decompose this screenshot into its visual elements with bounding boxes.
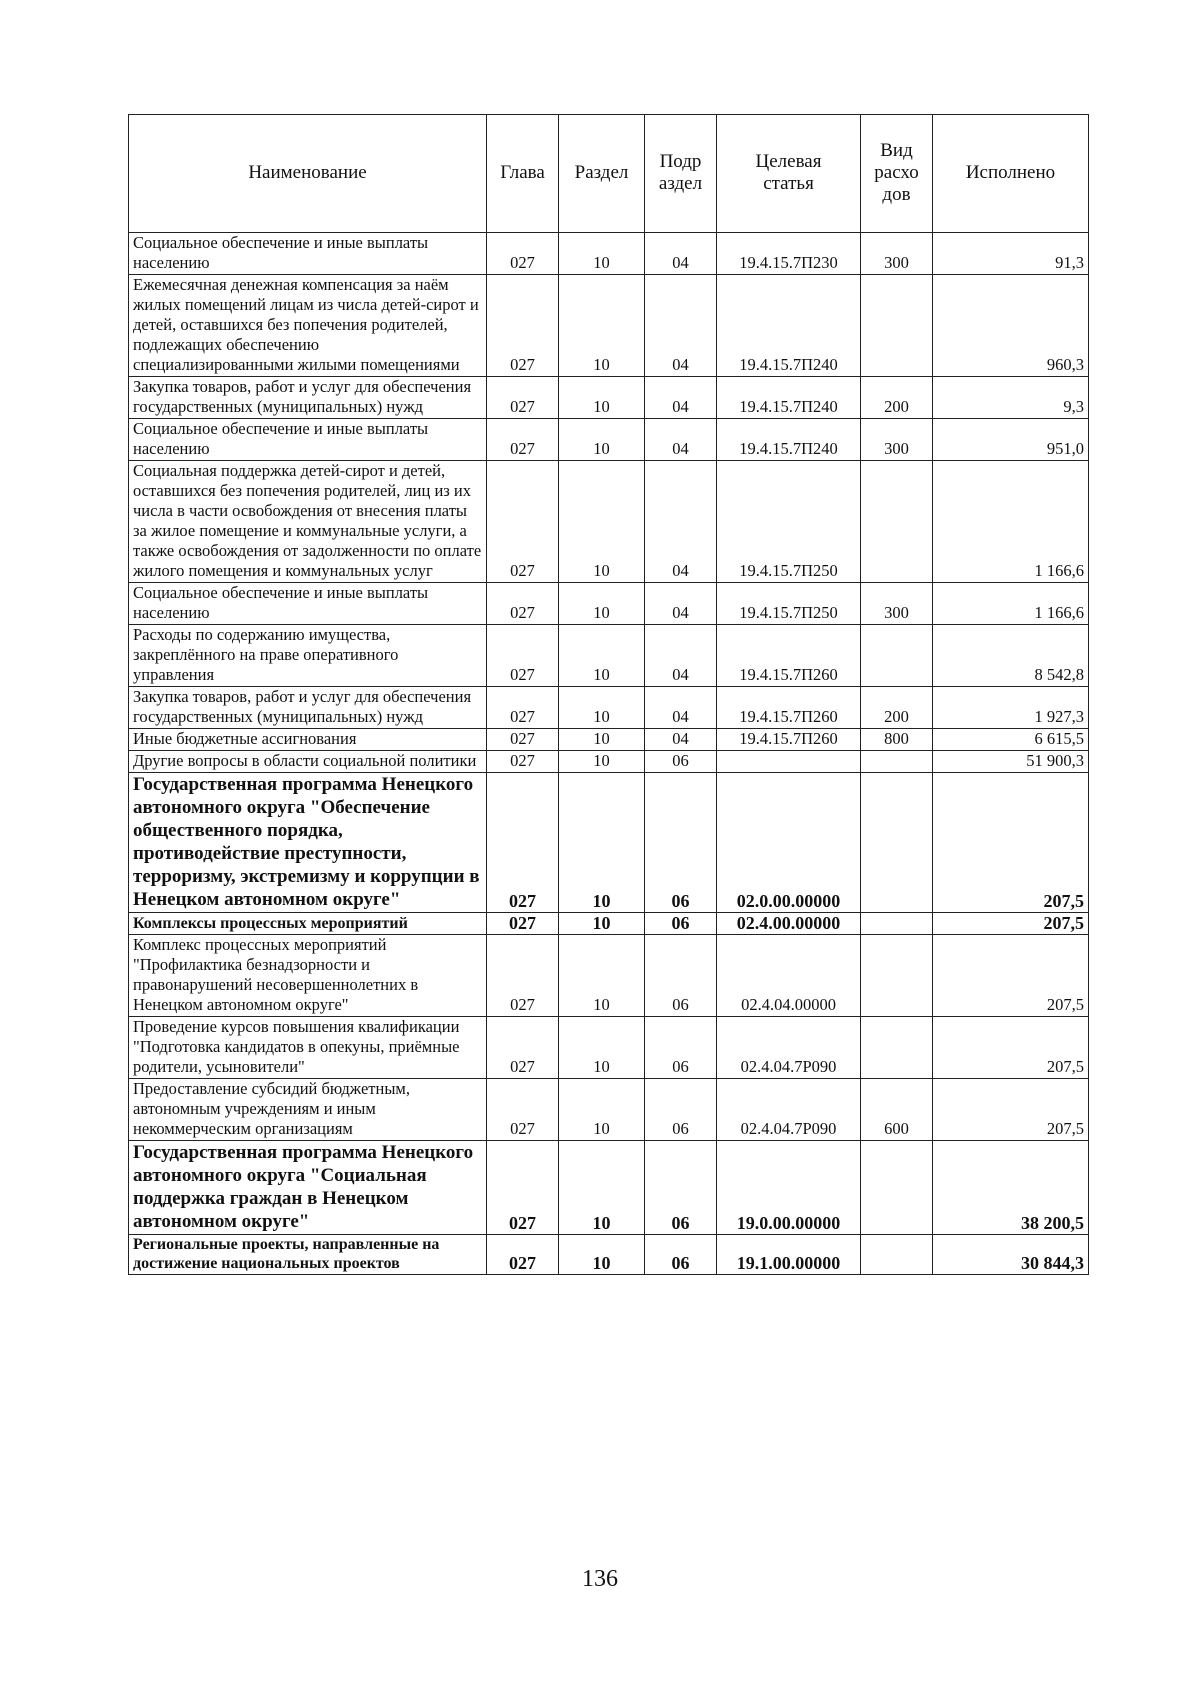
cell-glava: 027 [487, 1079, 559, 1141]
cell-glava: 027 [487, 583, 559, 625]
cell-razdel: 10 [559, 1079, 645, 1141]
cell-glava: 027 [487, 625, 559, 687]
cell-ispolneno: 9,3 [933, 377, 1089, 419]
cell-statya: 19.4.15.7П240 [717, 419, 861, 461]
cell-glava: 027 [487, 1235, 559, 1275]
cell-podrazdel: 06 [645, 913, 717, 935]
cell-podrazdel: 04 [645, 377, 717, 419]
cell-razdel: 10 [559, 687, 645, 729]
cell-glava: 027 [487, 913, 559, 935]
cell-razdel: 10 [559, 1017, 645, 1079]
cell-glava: 027 [487, 461, 559, 583]
cell-statya: 19.4.15.7П240 [717, 377, 861, 419]
budget-table [128, 114, 1089, 1275]
cell-statya [717, 751, 861, 773]
table-row [129, 419, 1089, 461]
cell-ispolneno: 951,0 [933, 419, 1089, 461]
table-row [129, 729, 1089, 751]
cell-ispolneno: 207,5 [933, 1079, 1089, 1141]
cell-vid: 800 [861, 729, 933, 751]
cell-name: Социальная поддержка детей-сирот и детей, оставшихся без попечения родителей, лиц из их числа в части освобождения от внесения платы за жилое помещение и коммунальные услуги, а также освобождения от задолженности по оплате жилого помещения и коммунальных услуг [129, 461, 487, 583]
cell-podrazdel: 06 [645, 1079, 717, 1141]
cell-razdel: 10 [559, 419, 645, 461]
cell-glava: 027 [487, 773, 559, 913]
cell-statya: 02.0.00.00000 [717, 773, 861, 913]
cell-ispolneno: 38 200,5 [933, 1141, 1089, 1235]
table-row [129, 751, 1089, 773]
cell-podrazdel: 06 [645, 1017, 717, 1079]
cell-statya: 02.4.04.7Р090 [717, 1079, 861, 1141]
cell-name: Социальное обеспечение и иные выплаты населению [129, 419, 487, 461]
cell-glava: 027 [487, 687, 559, 729]
header-name: Наименование [129, 115, 487, 233]
cell-vid [861, 1235, 933, 1275]
cell-name: Ежемесячная денежная компенсация за наём жилых помещений лицам из числа детей-сирот и детей, оставшихся без попечения родителей, подлежащих обеспечению специализированными жилыми помещениями [129, 275, 487, 377]
cell-statya: 19.4.15.7П230 [717, 233, 861, 275]
cell-razdel: 10 [559, 751, 645, 773]
cell-podrazdel: 06 [645, 773, 717, 913]
cell-name: Комплекс процессных мероприятий "Профилактика безнадзорности и правонарушений несовершеннолетних в Ненецком автономном округе" [129, 935, 487, 1017]
cell-glava: 027 [487, 1017, 559, 1079]
table-row [129, 687, 1089, 729]
cell-ispolneno: 51 900,3 [933, 751, 1089, 773]
cell-ispolneno: 207,5 [933, 913, 1089, 935]
cell-ispolneno: 207,5 [933, 935, 1089, 1017]
cell-vid: 300 [861, 233, 933, 275]
cell-vid: 300 [861, 419, 933, 461]
table-header-row [129, 115, 1089, 233]
cell-statya: 19.4.15.7П250 [717, 583, 861, 625]
cell-vid: 200 [861, 687, 933, 729]
header-statya: Целевая статья [717, 115, 861, 233]
cell-ispolneno: 6 615,5 [933, 729, 1089, 751]
table-row-program [129, 1141, 1089, 1235]
cell-statya: 19.4.15.7П240 [717, 275, 861, 377]
table-row [129, 461, 1089, 583]
cell-glava: 027 [487, 419, 559, 461]
cell-vid [861, 913, 933, 935]
cell-podrazdel: 04 [645, 729, 717, 751]
cell-vid: 300 [861, 583, 933, 625]
cell-razdel: 10 [559, 233, 645, 275]
table-row-program [129, 773, 1089, 913]
header-glava: Глава [487, 115, 559, 233]
cell-podrazdel: 04 [645, 419, 717, 461]
cell-glava: 027 [487, 935, 559, 1017]
cell-statya: 19.4.15.7П260 [717, 687, 861, 729]
cell-name: Расходы по содержанию имущества, закреплённого на праве оперативного управления [129, 625, 487, 687]
header-podrazdel: Подр аздел [645, 115, 717, 233]
table-row [129, 233, 1089, 275]
cell-name: Предоставление субсидий бюджетным, автономным учреждениям и иным некоммерческим организациям [129, 1079, 487, 1141]
cell-podrazdel: 06 [645, 1235, 717, 1275]
cell-glava: 027 [487, 751, 559, 773]
table-row [129, 1079, 1089, 1141]
cell-statya: 19.4.15.7П260 [717, 729, 861, 751]
cell-vid [861, 773, 933, 913]
cell-podrazdel: 04 [645, 233, 717, 275]
cell-razdel: 10 [559, 773, 645, 913]
cell-razdel: 10 [559, 1235, 645, 1275]
cell-podrazdel: 04 [645, 625, 717, 687]
cell-statya: 02.4.00.00000 [717, 913, 861, 935]
cell-ispolneno: 207,5 [933, 1017, 1089, 1079]
cell-razdel: 10 [559, 461, 645, 583]
cell-name: Другие вопросы в области социальной политики [129, 751, 487, 773]
table-row-complex [129, 913, 1089, 935]
cell-ispolneno: 91,3 [933, 233, 1089, 275]
cell-ispolneno: 207,5 [933, 773, 1089, 913]
cell-statya: 19.1.00.00000 [717, 1235, 861, 1275]
table-row [129, 935, 1089, 1017]
cell-vid [861, 751, 933, 773]
cell-name: Закупка товаров, работ и услуг для обеспечения государственных (муниципальных) нужд [129, 687, 487, 729]
cell-vid [861, 1017, 933, 1079]
cell-statya: 19.0.00.00000 [717, 1141, 861, 1235]
table-row [129, 625, 1089, 687]
cell-razdel: 10 [559, 275, 645, 377]
header-vid: Вид расхо дов [861, 115, 933, 233]
cell-statya: 02.4.04.00000 [717, 935, 861, 1017]
cell-name: Государственная программа Ненецкого автономного округа "Обеспечение общественного порядка, противодействие преступности, терроризму, экстремизму и коррупции в Ненецком автономном округе" [129, 773, 487, 913]
cell-podrazdel: 04 [645, 275, 717, 377]
table-row-regional [129, 1235, 1089, 1275]
cell-glava: 027 [487, 275, 559, 377]
cell-name: Закупка товаров, работ и услуг для обеспечения государственных (муниципальных) нужд [129, 377, 487, 419]
cell-razdel: 10 [559, 1141, 645, 1235]
cell-razdel: 10 [559, 935, 645, 1017]
cell-podrazdel: 06 [645, 751, 717, 773]
table-row [129, 275, 1089, 377]
cell-razdel: 10 [559, 729, 645, 751]
cell-ispolneno: 30 844,3 [933, 1235, 1089, 1275]
cell-podrazdel: 06 [645, 1141, 717, 1235]
table-row [129, 1017, 1089, 1079]
cell-vid [861, 275, 933, 377]
cell-glava: 027 [487, 1141, 559, 1235]
header-ispolneno: Исполнено [933, 115, 1089, 233]
page-number: 136 [582, 1566, 618, 1592]
cell-name: Проведение курсов повышения квалификации "Подготовка кандидатов в опекуны, приёмные родители, усыновители" [129, 1017, 487, 1079]
header-razdel: Раздел [559, 115, 645, 233]
cell-razdel: 10 [559, 625, 645, 687]
cell-vid [861, 1141, 933, 1235]
cell-vid [861, 461, 933, 583]
cell-vid: 200 [861, 377, 933, 419]
table-row [129, 377, 1089, 419]
cell-podrazdel: 04 [645, 687, 717, 729]
cell-ispolneno: 1 166,6 [933, 583, 1089, 625]
table-row [129, 583, 1089, 625]
cell-name: Социальное обеспечение и иные выплаты населению [129, 583, 487, 625]
cell-statya: 19.4.15.7П260 [717, 625, 861, 687]
cell-razdel: 10 [559, 377, 645, 419]
cell-podrazdel: 04 [645, 583, 717, 625]
cell-podrazdel: 06 [645, 935, 717, 1017]
cell-vid [861, 935, 933, 1017]
cell-podrazdel: 04 [645, 461, 717, 583]
cell-ispolneno: 1 927,3 [933, 687, 1089, 729]
cell-vid [861, 625, 933, 687]
cell-statya: 02.4.04.7Р090 [717, 1017, 861, 1079]
cell-vid: 600 [861, 1079, 933, 1141]
cell-name: Комплексы процессных мероприятий [129, 913, 487, 935]
cell-razdel: 10 [559, 913, 645, 935]
cell-glava: 027 [487, 377, 559, 419]
cell-ispolneno: 960,3 [933, 275, 1089, 377]
cell-razdel: 10 [559, 583, 645, 625]
cell-name: Государственная программа Ненецкого автономного округа "Социальная поддержка граждан в Ненецком автономном округе" [129, 1141, 487, 1235]
cell-name: Региональные проекты, направленные на достижение национальных проектов [129, 1235, 487, 1275]
cell-name: Социальное обеспечение и иные выплаты населению [129, 233, 487, 275]
cell-ispolneno: 8 542,8 [933, 625, 1089, 687]
cell-glava: 027 [487, 729, 559, 751]
cell-statya: 19.4.15.7П250 [717, 461, 861, 583]
cell-ispolneno: 1 166,6 [933, 461, 1089, 583]
cell-name: Иные бюджетные ассигнования [129, 729, 487, 751]
cell-glava: 027 [487, 233, 559, 275]
